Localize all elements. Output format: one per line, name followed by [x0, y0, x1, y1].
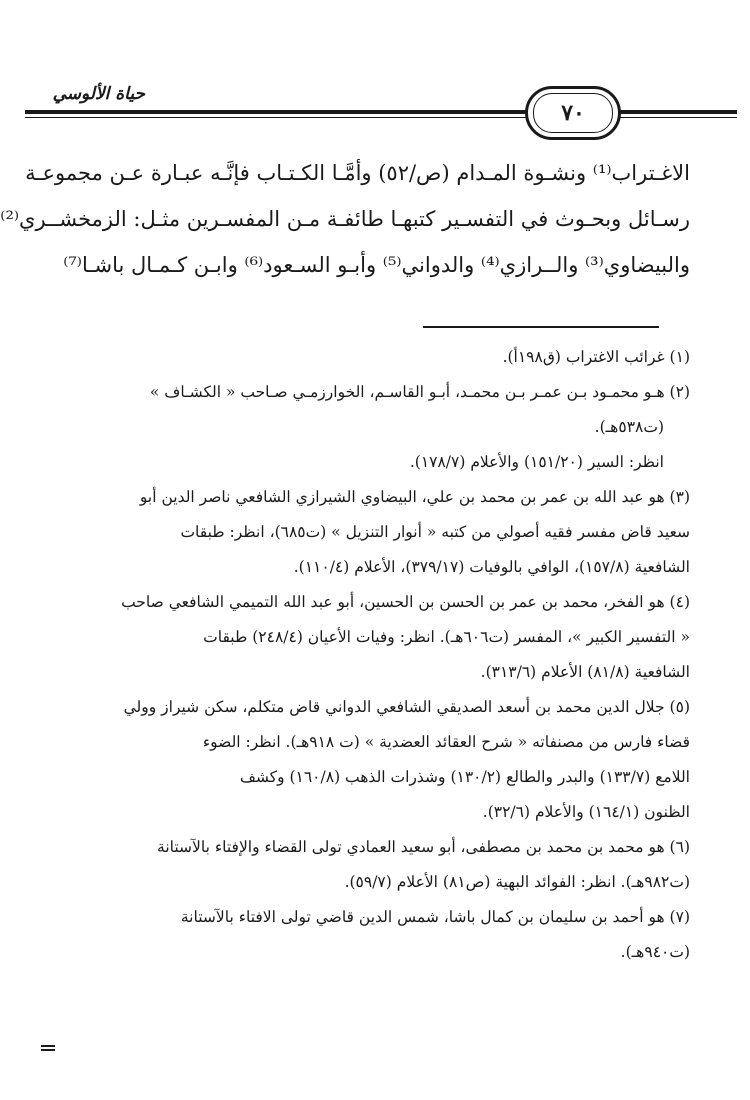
footnote-line: (٤) هو الفخر، محمد بن عمر بن الحسن بن الحسين، أبو عبد الله التميمي الشافعي صاحب — [121, 593, 690, 611]
header-rule-thick-right — [617, 110, 737, 114]
footnote-line: (٥) جلال الدين محمد بن أسعد الصديقي الشافعي الدواني قاض متكلم، سكن شيراز وولي — [123, 698, 690, 716]
body-line: الاغـتراب⁽¹⁾ ونشـوة المـدام (ص/٥٢) وأمَّـا الكـتـاب فإنَّـه عبـارة عـن مجموعـة — [25, 161, 690, 185]
footnote-line: انظر: السير (١٥١/٢٠) والأعلام (١٧٨/٧). — [409, 453, 664, 471]
body-line: رسـائل وبحـوث في التفسـير كتبهـا طائفـة مـن المفسـرين مثـل: الزمخشــري⁽²⁾ — [0, 207, 690, 231]
bottom-mark — [41, 1045, 55, 1051]
footnotes — [70, 340, 690, 970]
body-line: والبيضاوي⁽³⁾ والــرازي⁽⁴⁾ والدواني⁽⁵⁾ وأبـو السـعود⁽⁶⁾ وابـن كـمـال باشـا⁽⁷⁾ — [63, 253, 690, 277]
footnote-line: (١) غرائب الاغتراب (ق١٩٨أ). — [502, 348, 690, 366]
header-rule-thin — [25, 117, 530, 118]
header-rule-thin-right — [617, 117, 737, 118]
footnote-line: « التفسير الكبير »، المفسر (ت٦٠٦هـ). انظر: وفيات الأعيان (٢٤٨/٤) طبقات — [203, 628, 690, 646]
footnote-line: سعيد قاض مفسر فقيه أصولي من كتبه « أنوار التنزيل » (ت٦٨٥)، انظر: طبقات — [180, 523, 690, 541]
footnote-line: (ت٩٤٠هـ). — [620, 943, 690, 961]
footnote-line: الشافعية (١٥٧/٨)، الوافي بالوفيات (٣٧٩/١٧)، الأعلام (١١٠/٤). — [293, 558, 690, 576]
footnote-line: (٦) هو محمد بن محمد بن مصطفى، أبو سعيد العمادي تولى القضاء والإفتاء بالآستانة — [157, 838, 690, 856]
footnote-line: (٢) هـو محمـود بـن عمـر بـن محمـد، أبـو القاسـم، الخوارزمـي صـاحب « الكشـاف » — [149, 383, 690, 401]
footnote-line: (ت٩٨٢هـ). انظر: الفوائد البهية (ص٨١) الأعلام (٥٩/٧). — [344, 873, 690, 891]
footnote-line: (٣) هو عبد الله بن عمر بن محمد بن علي، البيضاوي الشيرازي الشافعي ناصر الدين أبو — [139, 488, 690, 506]
footnote-line: الظنون (١٦٤/١) والأعلام (٣٢/٦). — [482, 803, 690, 821]
main-body-text — [0, 150, 690, 288]
header-rule-thick — [25, 110, 530, 114]
page-number-badge — [525, 86, 621, 140]
page-header — [5, 0, 750, 140]
footnote-line: (٧) هو أحمد بن سليمان بن كمال باشا، شمس الدين قاضي تولى الافتاء بالآستانة — [180, 908, 690, 926]
page-number: ٧٠ — [533, 93, 613, 133]
footnote-line: (ت٥٣٨هـ). — [594, 418, 664, 436]
running-title: حياة الألوسي — [52, 84, 145, 104]
footnote-divider — [423, 326, 659, 328]
footnote-line: قضاء فارس من مصنفاته « شرح العقائد العضدية » (ت ٩١٨هـ). انظر: الضوء — [202, 733, 690, 751]
footnote-line: الشافعية (٨١/٨) الأعلام (٣١٣/٦). — [480, 663, 690, 681]
footnote-line: اللامع (١٣٣/٧) والبدر والطالع (١٣٠/٢) وشذرات الذهب (١٦٠/٨) وكشف — [239, 768, 690, 786]
